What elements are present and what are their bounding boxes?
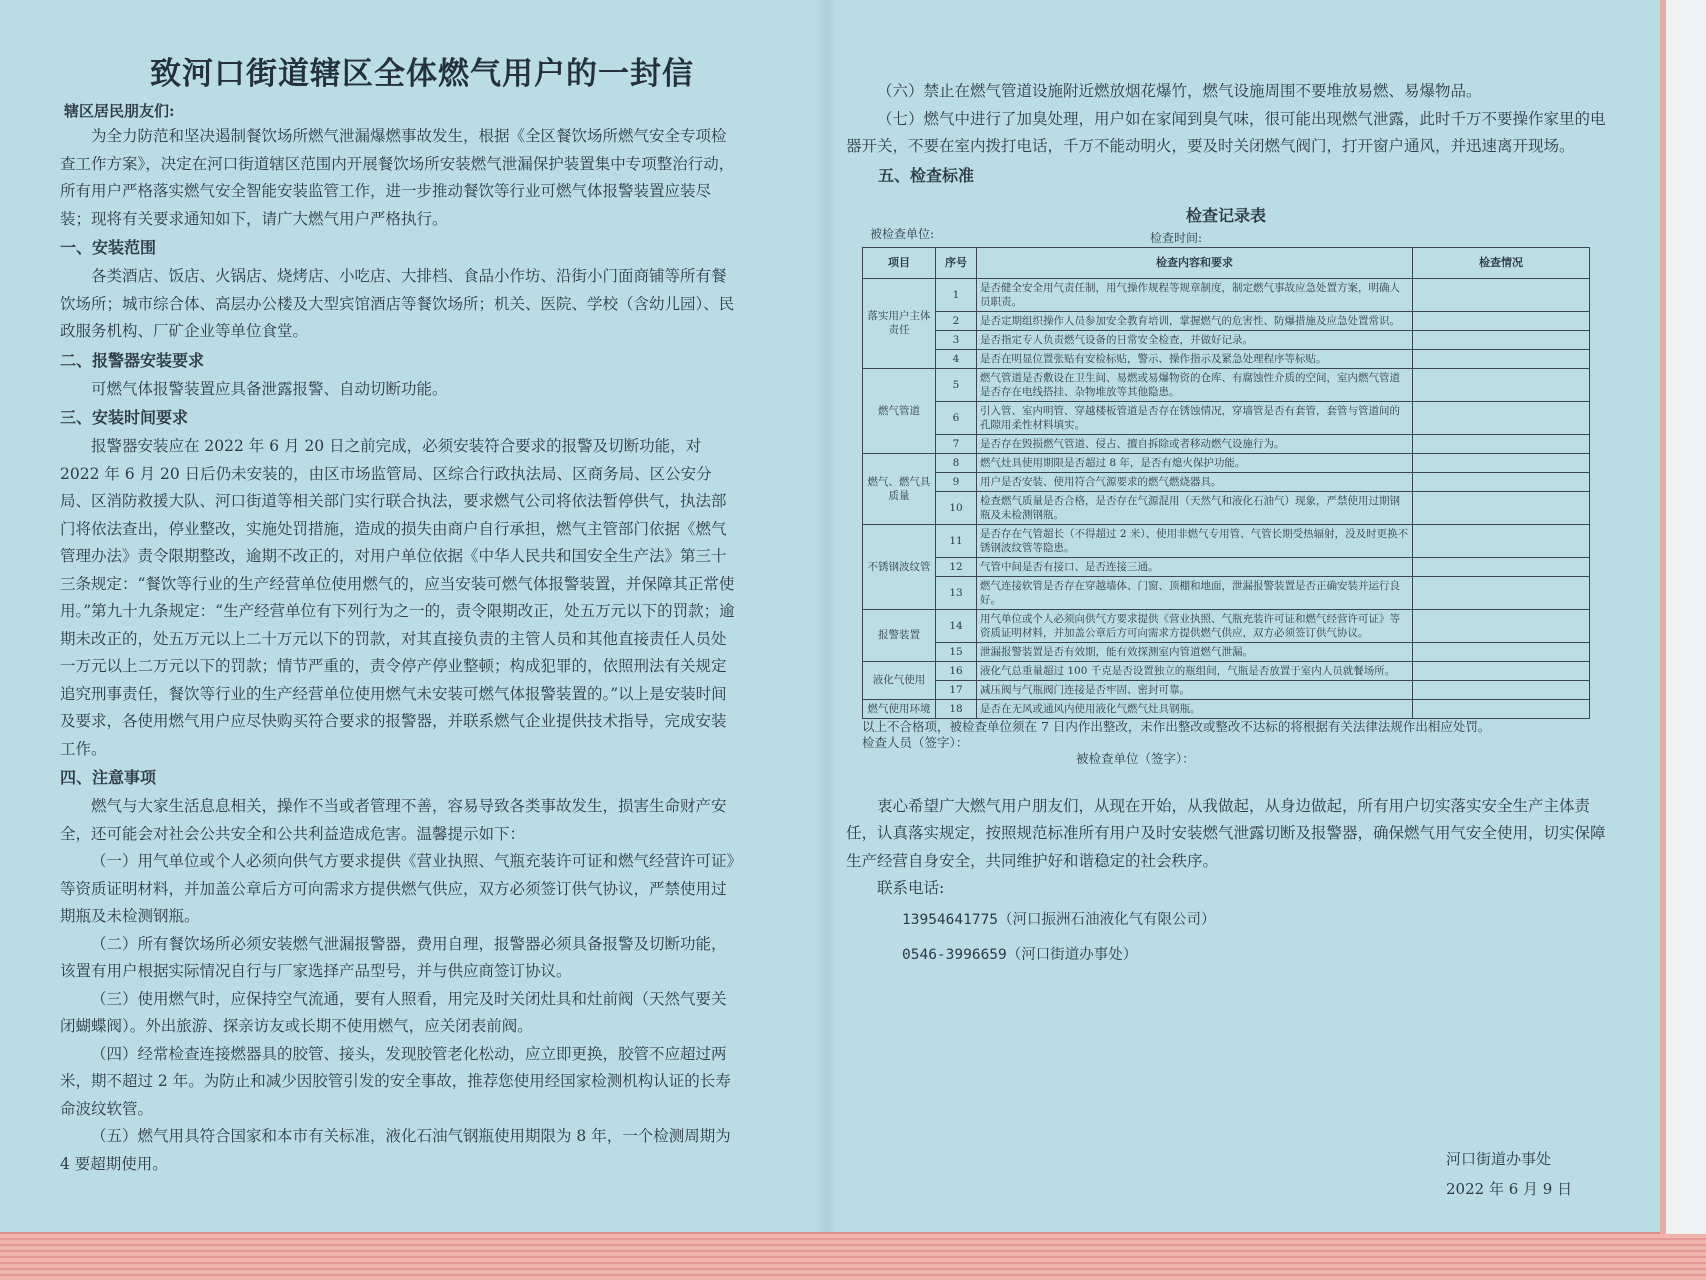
table-row	[863, 472, 1590, 491]
col-header-result: 检查情况	[1413, 247, 1590, 278]
result-cell	[1413, 524, 1590, 557]
paper-stack-edge	[0, 1234, 1706, 1280]
note-item: （六）禁止在燃气管道设施附近燃放烟花爆竹，燃气设施周围不要堆放易燃、易爆物品。	[877, 82, 1482, 100]
row-number-cell: 4	[936, 349, 977, 368]
section-heading: 二、报警器安装要求	[60, 350, 205, 370]
result-cell	[1413, 349, 1590, 368]
table-row	[863, 311, 1590, 330]
section-heading: 一、安装范围	[60, 238, 157, 257]
table-header-area	[846, 199, 1606, 247]
row-number-cell: 15	[936, 642, 977, 661]
row-number-cell: 5	[936, 368, 977, 401]
table-title: 检查记录表	[1186, 205, 1267, 225]
requirement-cell: 燃气连接软管是否存在穿越墙体、门窗、顶棚和地面，泄漏报警装置是否正确安装并运行良好。	[977, 576, 1413, 609]
inspected-unit-label: 被检查单位:	[870, 226, 935, 241]
requirement-cell: 是否健全安全用气责任制，用气操作规程等规章制度，制定燃气事故应急处置方案，明确人员职责。	[977, 278, 1413, 311]
col-header-item: 项目	[863, 247, 936, 278]
requirement-cell: 减压阀与气瓶阀门连接是否牢固、密封可靠。	[977, 680, 1413, 699]
note-item: （四）经常检查连接燃器具的胶管、接头，发现胶管老化松动，应立即更换，胶管不应超过两米，期不超过 2 年。为防止和减少因胶管引发的安全事故，推荐您使用经国家检测机构认证的长寿命波纹软管。	[60, 1044, 731, 1118]
note-item: （三）使用燃气时，应保持空气流通，要有人照看，用完及时关闭灶具和灶前阀（天然气要关闭蝴蝶阀）。外出旅游、探亲访友或长期不使用燃气，应关闭表前阀。	[60, 989, 727, 1035]
row-number-cell: 13	[936, 576, 977, 609]
table-row	[863, 576, 1590, 609]
letter-title: 致河口街道辖区全体燃气用户的一封信	[150, 56, 694, 92]
result-cell	[1413, 557, 1590, 576]
section-text: 报警器安装应在 2022 年 6 月 20 日之前完成，必须安装符合要求的报警及切断功能，对 2022 年 6 月 20 日后仍未安装的，由区市场监管局、区综合行政执法局、区商务局、区公安分局、区消防救援大队、河口街道等相关部门实行联合执法，要求燃气公司将依法暂停供气，执法部门将依法查出，停业整改，实施处罚措施，造成的损失由商户自行承担，燃气主管部门依据《燃气管理办法》责令限期整改，逾期不改正的，对用户单位依据《中华人民共和国安全生产法》第三十三条规定：“餐饮等行业的生产经营单位使用燃气的，应当安装可燃气体报警装置，并保障其正常使用。”第九十九条规定：“生产经营单位有下列行为之一的，责令限期改正，处五万元以下的罚款；逾期未改正的，处五万元以上二十万元以下的罚款，对其直接负责的主管人员和其他直接责任人员处一万元以上二万元以下的罚款；情节严重的，责令停产停业整顿；构成犯罪的，依照刑法有关规定追究刑事责任，餐饮等行业的生产经营单位使用燃气未安装可燃气体报警装置的。”以上是安装时间及要求，各使用燃气用户应尽快购买符合要求的报警器，并联系燃气企业提供技术指导，完成安装工作。	[60, 437, 735, 758]
signature-block	[1446, 1144, 1572, 1204]
contact-label: 联系电话:	[877, 879, 945, 897]
table-row	[863, 680, 1590, 699]
row-number-cell: 14	[936, 609, 977, 642]
left-column	[0, 48, 740, 1178]
section-heading: 四、注意事项	[60, 768, 157, 787]
table-header-row	[863, 247, 1590, 278]
result-cell	[1413, 642, 1590, 661]
section-text: 可燃气体报警装置应具备泄露报警、自动切断功能。	[91, 379, 448, 398]
note-item: （二）所有餐饮场所必须安装燃气泄漏报警器，费用自理，报警器必须具备报警及切断功能，该置有用户根据实际情况自行与厂家选择产品型号，并与供应商签订协议。	[60, 934, 727, 980]
col-header-content: 检查内容和要求	[977, 247, 1413, 278]
requirement-cell: 用气单位或个人必须向供气方要求提供《营业执照、气瓶充装许可证和燃气经营许可证》等资质证明材料，并加盖公章后方可向需求方提供燃气供应，双方必须签订供气协议。	[977, 609, 1413, 642]
category-cell: 不锈钢波纹管	[863, 524, 936, 609]
note-item: （一）用气单位或个人必须向供气方要求提供《营业执照、气瓶充装许可证和燃气经营许可证》等资质证明材料，并加盖公章后方可向需求方提供燃气供应，双方必须签订供气协议，严禁使用过期瓶及未检测钢瓶。	[60, 852, 735, 925]
result-cell	[1413, 453, 1590, 472]
table-row	[863, 453, 1590, 472]
inspection-table	[862, 247, 1590, 719]
col-header-no: 序号	[936, 247, 977, 278]
phone-number: 0546-3996659（河口街道办事处）	[902, 946, 1138, 963]
table-row	[863, 349, 1590, 368]
row-number-cell: 10	[936, 491, 977, 524]
requirement-cell: 是否在明显位置张贴有安检标贴，警示、操作指示及紧急处理程序等标贴。	[977, 349, 1413, 368]
row-number-cell: 17	[936, 680, 977, 699]
table-footer-note: 以上不合格项，被检查单位须在 7 日内作出整改，未作出整改或整改不达标的将根据有关法律法规作出相应处罚。	[862, 718, 1491, 734]
requirement-cell: 引入管、室内明管、穿越楼板管道是否存在锈蚀情况，穿墙管是否有套管，套管与管道间的孔隙用柔性材料填实。	[977, 401, 1413, 434]
requirement-cell: 是否指定专人负责燃气设备的日常安全检查，并做好记录。	[977, 330, 1413, 349]
category-cell: 燃气、燃气具质量	[863, 453, 936, 524]
row-number-cell: 1	[936, 278, 977, 311]
requirement-cell: 气管中间是否有接口、是否连接三通。	[977, 557, 1413, 576]
note-item: （五）燃气用具符合国家和本市有关标准，液化石油气钢瓶使用期限为 8 年，一个检测周期为 4 要超期使用。	[60, 1127, 731, 1173]
issuer-name: 河口街道办事处	[1446, 1150, 1552, 1168]
result-cell	[1413, 699, 1590, 718]
result-cell	[1413, 330, 1590, 349]
salutation: 辖区居民朋友们:	[64, 102, 175, 120]
table-row	[863, 278, 1590, 311]
row-number-cell: 16	[936, 661, 977, 680]
table-row	[863, 642, 1590, 661]
requirement-cell: 是否在无风或通风内使用液化气燃气灶具钢瓶。	[977, 699, 1413, 718]
table-row	[863, 609, 1590, 642]
result-cell	[1413, 311, 1590, 330]
table-row	[863, 491, 1590, 524]
category-cell: 落实用户主体责任	[863, 278, 936, 368]
result-cell	[1413, 368, 1590, 401]
right-column	[846, 78, 1606, 973]
closing-paragraph: 衷心希望广大燃气用户朋友们，从现在开始，从我做起，从身边做起，所有用户切实落实安全生产主体责任，认真落实规定，按照规范标准所有用户及时安装燃气泄露切断及报警器，确保燃气用气安全使用，切实保障生产经营自身安全，共同维护好和谐稳定的社会秩序。	[846, 796, 1606, 870]
requirement-cell: 检查燃气质量是否合格，是否存在气源混用（天然气和液化石油气）现象，严禁使用过期钢瓶及未检测钢瓶。	[977, 491, 1413, 524]
section-heading: 五、检查标准	[878, 165, 975, 185]
section-heading: 三、安装时间要求	[60, 408, 189, 427]
result-cell	[1413, 401, 1590, 434]
row-number-cell: 8	[936, 453, 977, 472]
row-number-cell: 7	[936, 434, 977, 453]
requirement-cell: 泄漏报警装置是否有效期，能有效探测室内管道燃气泄漏。	[977, 642, 1413, 661]
result-cell	[1413, 576, 1590, 609]
issue-date: 2022 年 6 月 9 日	[1446, 1180, 1573, 1198]
note-item: （七）燃气中进行了加臭处理，用户如在家闻到臭气味，很可能出现燃气泄露，此时千万不要操作家里的电器开关，不要在室内拨打电话，千万不能动明火，要及时关闭燃气阀门，打开窗户通风，并迅速离开现场。	[846, 109, 1606, 155]
table-row	[863, 434, 1590, 453]
table-body	[863, 278, 1590, 718]
table-row	[863, 557, 1590, 576]
inspector-signature-label: 检查人员（签字）：	[862, 734, 969, 750]
table-row	[863, 699, 1590, 718]
table-row	[863, 401, 1590, 434]
intro-paragraph: 为全力防范和坚决遏制餐饮场所燃气泄漏爆燃事故发生，根据《全区餐饮场所燃气安全专项检查工作方案》，决定在河口街道辖区范围内开展餐饮场所安装燃气泄漏保护装置集中专项整治行动，所有用户严格落实燃气安全智能安装监管工作，进一步推动餐饮等行业可燃气体报警装置应装尽装；现将有关要求通知如下，请广大燃气用户严格执行。	[60, 127, 735, 228]
result-cell	[1413, 278, 1590, 311]
inspection-time-label: 检查时间:	[1150, 230, 1203, 245]
row-number-cell: 12	[936, 557, 977, 576]
section-text: 各类酒店、饭店、火锅店、烧烤店、小吃店、大排档、食品小作坊、沿街小门面商铺等所有餐饮场所；城市综合体、高层办公楼及大型宾馆酒店等餐饮场所；机关、医院、学校（含幼儿园）、民政服务机构、厂矿企业等单位食堂。	[60, 267, 735, 340]
row-number-cell: 18	[936, 699, 977, 718]
background-right	[1666, 0, 1706, 1280]
table-row	[863, 330, 1590, 349]
result-cell	[1413, 434, 1590, 453]
result-cell	[1413, 491, 1590, 524]
result-cell	[1413, 472, 1590, 491]
requirement-cell: 是否定期组织操作人员参加安全教育培训，掌握燃气的危害性、防爆措施及应急处置常识。	[977, 311, 1413, 330]
row-number-cell: 6	[936, 401, 977, 434]
row-number-cell: 3	[936, 330, 977, 349]
result-cell	[1413, 661, 1590, 680]
table-row	[863, 524, 1590, 557]
category-cell: 液化气使用	[863, 661, 936, 699]
table-row	[863, 661, 1590, 680]
table-row	[863, 368, 1590, 401]
page-fold	[818, 0, 836, 1232]
requirement-cell: 燃气灶具使用期限是否超过 8 年，是否有熄火保护功能。	[977, 453, 1413, 472]
row-number-cell: 2	[936, 311, 977, 330]
result-cell	[1413, 609, 1590, 642]
requirement-cell: 液化气总重量超过 100 千克是否设置独立的瓶组间，气瓶是否放置于室内人员就餐场所。	[977, 661, 1413, 680]
section-text: 燃气与大家生活息息相关，操作不当或者管理不善，容易导致各类事故发生，损害生命财产安全，还可能会对社会公共安全和公共利益造成危害。温馨提示如下：	[60, 797, 727, 843]
requirement-cell: 燃气管道是否敷设在卫生间、易燃或易爆物资的仓库、有腐蚀性介质的空间，室内燃气管道是否存在电线搭挂、杂物堆放等其他隐患。	[977, 368, 1413, 401]
requirement-cell: 是否存在气管超长（不得超过 2 米）、使用非燃气专用管、气管长期受热辐射，没及时更换不锈钢波纹管等隐患。	[977, 524, 1413, 557]
requirement-cell: 是否存在毁损燃气管道、侵占、擅自拆除或者移动燃气设施行为。	[977, 434, 1413, 453]
phone-number: 13954641775（河口振洲石油液化气有限公司）	[902, 911, 1216, 928]
category-cell: 燃气使用环境	[863, 699, 936, 718]
unit-signature-label: 被检查单位（签字）：	[1076, 750, 1195, 766]
row-number-cell: 11	[936, 524, 977, 557]
requirement-cell: 用户是否安装、使用符合气源要求的燃气燃烧器具。	[977, 472, 1413, 491]
category-cell: 燃气管道	[863, 368, 936, 453]
category-cell: 报警装置	[863, 609, 936, 661]
row-number-cell: 9	[936, 472, 977, 491]
result-cell	[1413, 680, 1590, 699]
